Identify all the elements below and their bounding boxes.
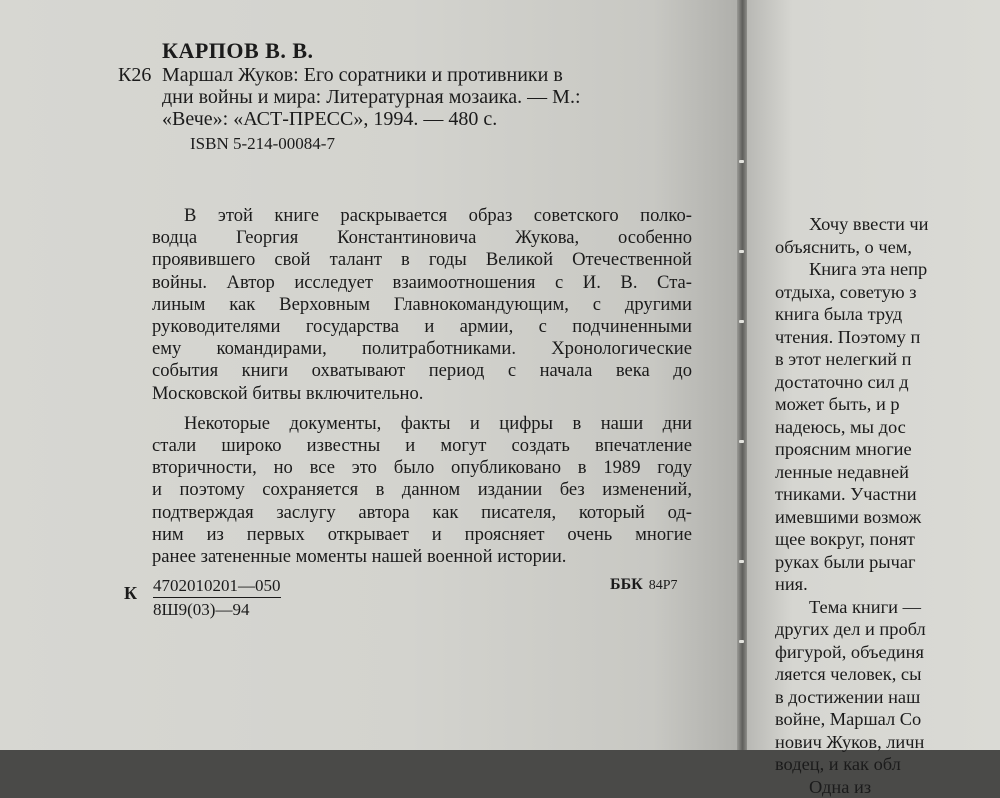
book-spine — [737, 0, 747, 750]
bibliographic-line: Маршал Жуков: Его соратники и противники в — [162, 64, 707, 86]
right-page-line: в достижении наш — [775, 686, 1000, 709]
annotation-line: и поэтому сохраняется в данном издании без изменений, — [152, 479, 692, 501]
bbk-code: 84Р7 — [649, 578, 678, 593]
right-page-line: щее вокруг, понят — [775, 528, 1000, 551]
k-index-code-bottom: 8Ш9(03)—94 — [153, 600, 249, 620]
annotation-line: руководителями государства и армии, с подчиненными — [152, 316, 692, 338]
bibliographic-line: дни войны и мира: Литературная мозаика. — М.: — [162, 86, 707, 108]
right-page-line: водец, и как обл — [775, 753, 1000, 776]
right-page-line: отдыха, советую з — [775, 281, 1000, 304]
right-page-line: руках были рычаг — [775, 551, 1000, 574]
annotation-line: войны. Автор исследует взаимоотношения с И. В. Ста- — [152, 272, 692, 294]
binding-stitch — [739, 250, 744, 253]
right-page-line: других дел и пробл — [775, 618, 1000, 641]
right-page-line: чтения. Поэтому п — [775, 326, 1000, 349]
right-page-line: нович Жуков, личн — [775, 731, 1000, 754]
right-page-line: в этот нелегкий п — [775, 348, 1000, 371]
annotation-line: ему командирами, политработниками. Хронологические — [152, 338, 692, 360]
right-page-line: фигурой, объединя — [775, 641, 1000, 664]
k-index-letter: К — [124, 583, 137, 604]
annotation-line: Некоторые документы, факты и цифры в наши дни — [152, 413, 692, 435]
annotation-line: линым как Верховным Главнокомандующим, с другими — [152, 294, 692, 316]
bibliographic-entry — [162, 64, 707, 130]
annotation-line: В этой книге раскрывается образ советского полко- — [152, 205, 692, 227]
annotation-line: проявившего свой талант в годы Великой Отечественной — [152, 249, 692, 271]
annotation-line: события книги охватывают период с начала века до — [152, 360, 692, 382]
annotation-line: подтверждая заслугу автора как писателя, который од- — [152, 502, 692, 524]
right-page-line: Книга эта непр — [775, 258, 1000, 281]
right-page-line: Одна из — [775, 776, 1000, 798]
isbn: ISBN 5-214-00084-7 — [190, 134, 335, 154]
right-page-text — [775, 213, 1000, 798]
right-page-line: войне, Маршал Со — [775, 708, 1000, 731]
binding-stitch — [739, 640, 744, 643]
call-number: К26 — [118, 64, 151, 87]
annotation-line: ранее затененные моменты нашей военной истории. — [152, 546, 692, 568]
right-page-line: Хочу ввести чи — [775, 213, 1000, 236]
bbk-classification — [610, 576, 678, 594]
right-page-line: книга была труд — [775, 303, 1000, 326]
annotation-line: стали широко известны и могут создать впечатление — [152, 435, 692, 457]
binding-stitch — [739, 440, 744, 443]
right-page-line: проясним многие — [775, 438, 1000, 461]
annotation-line: ним из первых открывает и проясняет очень многие — [152, 524, 692, 546]
annotation-line: Московской битвы включительно. — [152, 383, 692, 405]
right-page-line: ленные недавней — [775, 461, 1000, 484]
k-index-code-top: 4702010201—050 — [153, 576, 281, 598]
right-page-line: имевшими возмож — [775, 506, 1000, 529]
annotation — [152, 205, 692, 568]
right-page-line: надеюсь, мы дос — [775, 416, 1000, 439]
bibliographic-line: «Вече»: «АСТ-ПРЕСС», 1994. — 480 с. — [162, 108, 707, 130]
right-page-line: тниками. Участни — [775, 483, 1000, 506]
right-page-line: Тема книги — — [775, 596, 1000, 619]
right-page-line: ляется человек, сы — [775, 663, 1000, 686]
binding-stitch — [739, 320, 744, 323]
right-page-line: может быть, и р — [775, 393, 1000, 416]
right-page-line: достаточно сил д — [775, 371, 1000, 394]
author-name: КАРПОВ В. В. — [162, 38, 314, 64]
annotation-line: водца Георгия Константиновича Жукова, особенно — [152, 227, 692, 249]
right-page-line: ния. — [775, 573, 1000, 596]
binding-stitch — [739, 560, 744, 563]
binding-stitch — [739, 160, 744, 163]
right-page-line: объяснить, о чем, — [775, 236, 1000, 259]
bbk-label: ББК — [610, 576, 643, 593]
annotation-line: вторичности, но все это было опубликовано в 1989 году — [152, 457, 692, 479]
